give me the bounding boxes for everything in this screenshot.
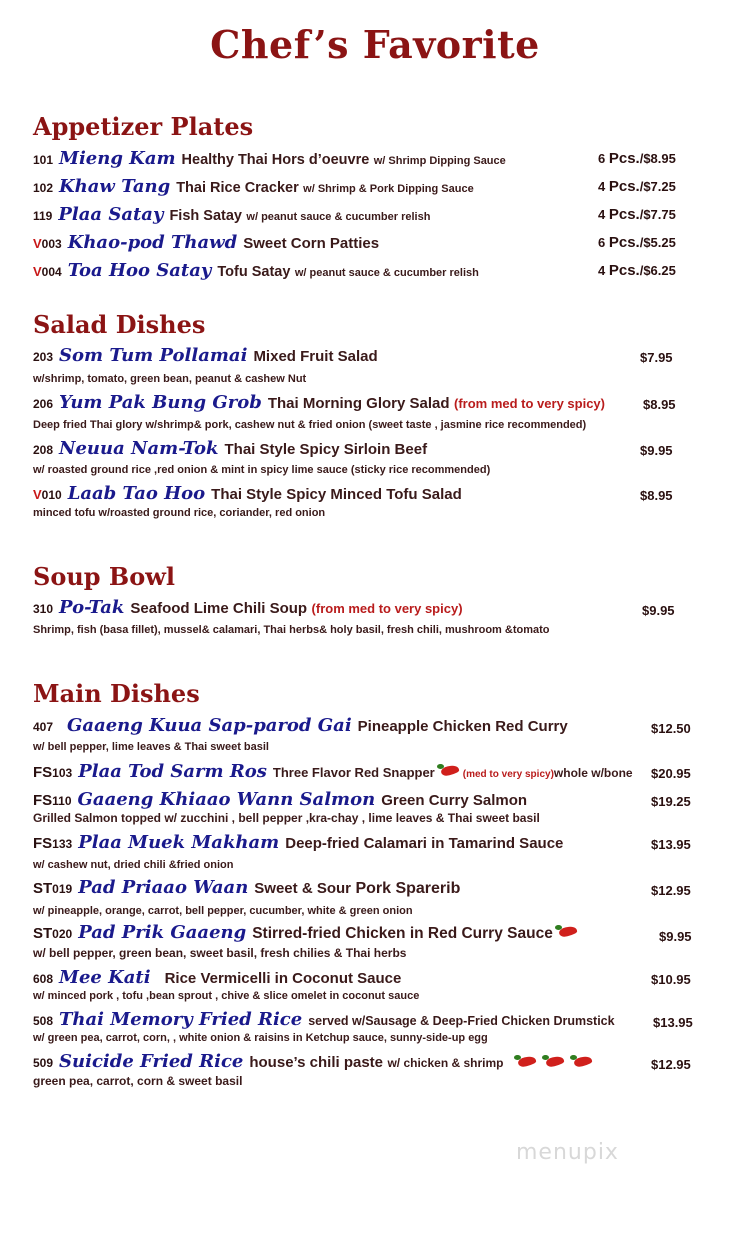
item-desc: Thai Style Spicy Minced Tofu Salad [211,486,462,503]
item-name: Som Tum Pollamai [59,345,248,366]
item-sub: Grilled Salmon topped w/ zucchini , bell pepper ,kra-chay , lime leaves & Thai sweet basil [33,811,540,825]
item-price: $8.95 [643,397,676,412]
item-spice: (from med to very spicy) [454,396,605,411]
item-desc: Green Curry Salmon [381,792,528,809]
item-desc: Tofu Satay [217,264,291,280]
chili-icon-group [512,1054,596,1072]
item-price: $7.95 [640,350,673,365]
item-name: Khaw Tang [59,176,171,197]
menu-item [33,345,378,369]
item-price: 4 Pcs./$7.25 [598,178,676,195]
item-price: $9.95 [642,603,675,618]
item-sub: Deep fried Thai glory w/shrimp& pork, cashew nut & fried onion (sweet taste , jasmine rice recommended) [33,419,587,431]
item-price: 6 Pcs./$5.25 [598,234,676,251]
item-name: Gaaeng Kuua Sap-parod Gai [67,715,352,736]
item-code: ST019 [33,880,73,897]
item-sub: green pea, carrot, corn & sweet basil [33,1074,243,1088]
menu-item [33,1009,615,1033]
item-code: 119 [33,209,53,223]
item-sub: w/ roasted ground rice ,red onion & mint in spicy lime sauce (sticky rice recommended) [33,464,491,476]
item-name: Toa Hoo Satay [67,260,212,281]
item-sub: w/ bell pepper, green bean, sweet basil, fresh chilies & Thai herbs [33,946,407,960]
item-name: Suicide Fried Rice [59,1051,244,1072]
menu-item [33,967,401,991]
menu-item [33,392,605,416]
item-desc-2: Pork Sparerib [355,880,461,897]
item-sub: minced tofu w/roasted ground rice, coriander, red onion [33,507,326,519]
item-note: w/ peanut sauce & cucumber relish [246,211,431,223]
item-code: FS110 [33,792,72,809]
menu-item [33,232,379,256]
menu-item [33,438,427,462]
item-price: $8.95 [640,488,673,503]
item-code: V010 [33,487,62,502]
item-name: Yum Pak Bung Grob [59,392,262,413]
watermark: menupix [516,1140,619,1165]
item-code: V004 [33,264,62,279]
item-sub: w/shrimp, tomato, green bean, peanut & cashew Nut [33,373,307,385]
item-price: $12.95 [651,883,691,898]
item-name: Plaa Muek Makham [78,832,280,853]
item-name: Pad Prik Gaaeng [78,922,247,943]
item-desc: Pineapple Chicken Red Curry [357,718,568,735]
item-desc: Thai Rice Cracker [176,180,299,196]
section-title-soup: Soup Bowl [33,562,175,591]
item-sub: w/ minced pork , tofu ,bean sprout , chive & slice omelet in coconut sauce [33,990,420,1002]
item-desc: Sweet Corn Patties [243,235,380,252]
chili-icon [555,924,579,938]
menu-item [33,204,430,228]
menu-item [33,922,581,946]
menu-item [33,148,506,172]
item-name: Gaaeng Khiaao Wann Salmon [77,789,376,810]
item-name: Plaa Satay [58,204,164,225]
chili-icon [542,1054,566,1068]
item-price: 6 Pcs./$8.95 [598,150,676,167]
section-title-main: Main Dishes [33,679,200,708]
item-desc: Deep-fried Calamari in Tamarind Sauce [285,835,564,852]
page-title: Chef’s Favorite [210,22,540,67]
item-tail: whole w/bone [553,766,633,780]
chili-icon [437,763,461,777]
item-code: 101 [33,153,54,167]
item-price: $9.95 [640,443,673,458]
item-name: Khao-pod Thawd [67,232,238,253]
item-desc: Seafood Lime Chili Soup [130,600,308,617]
item-name: Pad Priaao Waan [78,877,249,898]
item-code: 206 [33,397,54,411]
item-desc: Healthy Thai Hors d’oeuvre [181,152,370,168]
item-desc: served w/Sausage & Deep-Fried Chicken Drumstick [308,1014,615,1028]
item-code: FS103 [33,764,73,781]
item-sub: w/ green pea, carrot, corn, , white onion & raisins in Ketchup sauce, sunny-side-up egg [33,1032,488,1044]
menu-item [33,483,462,507]
item-price: $13.95 [651,837,691,852]
item-price: $19.25 [651,794,691,809]
menu-item [33,260,479,284]
item-code: 310 [33,602,54,616]
item-note: w/ peanut sauce & cucumber relish [294,267,479,279]
item-sub: Shrimp, fish (basa fillet), mussel& calamari, Thai herbs& holy basil, fresh chili, mushroom &tomato [33,624,550,636]
item-sub: w/ bell pepper, lime leaves & Thai sweet basil [33,741,269,753]
item-code: V003 [33,236,62,251]
menu-item [33,832,563,856]
item-code: 608 [33,972,54,986]
item-code: 102 [33,181,54,195]
item-code: ST020 [33,925,73,942]
item-price: $12.50 [651,721,691,736]
item-price: 4 Pcs./$6.25 [598,262,676,279]
item-desc: Thai Style Spicy Sirloin Beef [224,441,428,458]
item-code: 203 [33,350,54,364]
menu-item [33,715,568,739]
item-price: $12.95 [651,1057,691,1072]
item-price: $9.95 [659,929,692,944]
menu-item [33,877,460,901]
item-code: 208 [33,443,54,457]
item-desc: Sweet & Sour [254,880,351,897]
item-name: Po-Tak [59,597,125,618]
chili-icon [514,1054,538,1068]
item-spice: (from med to very spicy) [311,601,463,616]
section-title-appetizer: Appetizer Plates [33,112,254,141]
item-code: 508 [33,1014,54,1028]
item-note: w/ chicken & shrimp [387,1056,504,1070]
item-name: Thai Memory Fried Rice [59,1009,303,1030]
item-price: $20.95 [651,766,691,781]
item-desc: house’s chili paste [249,1054,384,1071]
item-desc: Three Flavor Red Snapper [272,765,435,780]
item-desc: Mixed Fruit Salad [253,348,378,365]
item-name: Neuua Nam-Tok [59,438,219,459]
item-sub: w/ cashew nut, dried chili &fried onion [33,859,234,871]
item-price: $13.95 [653,1015,693,1030]
item-sub: w/ pineapple, orange, carrot, bell pepper, cucumber, white & green onion [33,905,413,917]
menu-item [33,761,633,785]
item-note: w/ Shrimp Dipping Sauce [373,155,506,167]
menu-item [33,597,463,621]
item-code: 407 [33,720,54,734]
item-name: Laab Tao Hoo [67,483,206,504]
item-desc: Stirred-fried Chicken in Red Curry Sauce [252,925,553,942]
item-spice: (med to very spicy) [462,769,554,780]
item-name: Mee Kati [59,967,151,988]
item-note: w/ Shrimp & Pork Dipping Sauce [303,183,474,195]
item-desc: Thai Morning Glory Salad [267,395,450,412]
item-name: Mieng Kam [59,148,176,169]
menu-item [33,176,474,200]
item-price: 4 Pcs./$7.75 [598,206,676,223]
menu-item [33,789,527,813]
item-code: FS133 [33,835,73,852]
item-name: Plaa Tod Sarm Ros [78,761,267,782]
item-price: $10.95 [651,972,691,987]
item-desc: Rice Vermicelli in Coconut Sauce [164,970,402,987]
item-desc: Fish Satay [169,208,242,224]
section-title-salad: Salad Dishes [33,310,206,339]
menu-item [33,1051,596,1075]
chili-icon [570,1054,594,1068]
item-code: 509 [33,1056,54,1070]
